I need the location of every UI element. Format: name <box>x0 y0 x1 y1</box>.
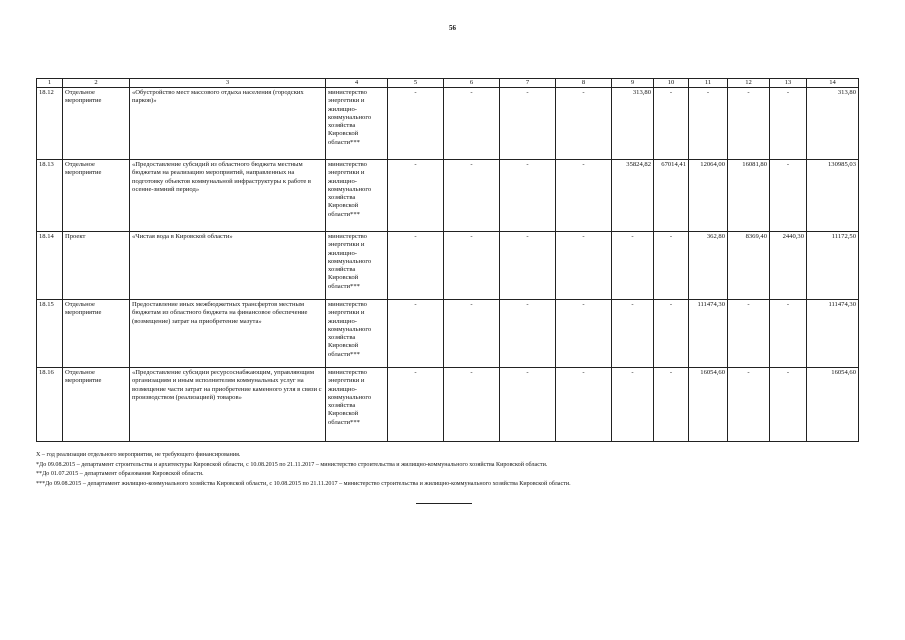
table-row <box>37 88 859 160</box>
value-cell: 16081,80 <box>728 160 770 232</box>
page-number: 56 <box>449 24 456 32</box>
column-number: 14 <box>807 79 859 88</box>
footnote: X – год реализации отдельного мероприятия, не требующего финансирования. <box>36 452 241 458</box>
value-cell: - <box>654 368 689 442</box>
footnote: **До 01.07.2015 – департамент образования Кировской области. <box>36 471 204 477</box>
value-cell: - <box>728 88 770 160</box>
table-row <box>37 300 859 368</box>
value-cell: 35824,82 <box>612 160 654 232</box>
value-cell: - <box>388 160 444 232</box>
value-cell: - <box>612 232 654 300</box>
value-cell: - <box>556 368 612 442</box>
value-cell: - <box>388 232 444 300</box>
value-cell: 16054,60 <box>689 368 728 442</box>
value-cell: - <box>612 368 654 442</box>
value-cell: - <box>770 300 807 368</box>
footnote: *До 09.08.2015 – департамент строительства и архитектуры Кировской области, с 10.08.2015 по 21.11.2017 – министерство строительства и жилищно-коммунального хозяйства Кировской области. <box>36 461 548 468</box>
row-number: 18.14 <box>37 232 63 300</box>
value-cell: - <box>500 232 556 300</box>
executor: министерство энергетики и жилищно-коммунального хозяйства Кировской области*** <box>326 88 388 160</box>
column-number: 10 <box>654 79 689 88</box>
value-cell: - <box>654 232 689 300</box>
row-type: Отдельное мероприятие <box>63 160 130 232</box>
value-cell: - <box>770 160 807 232</box>
row-number: 18.12 <box>37 88 63 160</box>
column-number: 7 <box>500 79 556 88</box>
value-cell: - <box>444 232 500 300</box>
column-number: 4 <box>326 79 388 88</box>
column-number: 9 <box>612 79 654 88</box>
activity-name: «Обустройство мест массового отдыха населения (городских парков)» <box>130 88 326 160</box>
total-cell: 16054,60 <box>807 368 859 442</box>
row-number: 18.16 <box>37 368 63 442</box>
column-number: 6 <box>444 79 500 88</box>
value-cell: 313,80 <box>612 88 654 160</box>
end-divider <box>416 503 472 504</box>
row-type: Отдельное мероприятие <box>63 300 130 368</box>
column-number: 1 <box>37 79 63 88</box>
column-number: 13 <box>770 79 807 88</box>
executor: министерство энергетики и жилищно-коммунального хозяйства Кировской области*** <box>326 232 388 300</box>
value-cell: - <box>388 368 444 442</box>
activity-name: «Предоставление субсидий из областного бюджета местным бюджетам на реализацию мероприятий, направленных на подготовку объектов коммунальной инфраструктуры к работе в осенне-зимний период» <box>130 160 326 232</box>
total-cell: 130985,03 <box>807 160 859 232</box>
column-number: 8 <box>556 79 612 88</box>
value-cell: - <box>444 160 500 232</box>
value-cell: 67014,41 <box>654 160 689 232</box>
column-number: 2 <box>63 79 130 88</box>
total-cell: 313,80 <box>807 88 859 160</box>
footnotes <box>36 451 876 489</box>
value-cell: - <box>612 300 654 368</box>
row-type: Проект <box>63 232 130 300</box>
activity-name: «Предоставление субсидии ресурсоснабжающим, управляющим организациям и иным исполнителям коммунальных услуг на возмещение части затрат на приобретение каменного угля в связи с производством (реализацией) товаров» <box>130 368 326 442</box>
total-cell: 11172,50 <box>807 232 859 300</box>
program-activities-table <box>36 78 859 442</box>
value-cell: 8369,40 <box>728 232 770 300</box>
value-cell: - <box>689 88 728 160</box>
value-cell: - <box>556 160 612 232</box>
value-cell: - <box>444 368 500 442</box>
activity-name: Предоставление иных межбюджетных трансфертов местным бюджетам из областного бюджета на финансовое обеспечение (возмещение) затрат на приобретение мазута» <box>130 300 326 368</box>
value-cell: - <box>444 88 500 160</box>
value-cell: 362,80 <box>689 232 728 300</box>
value-cell: - <box>444 300 500 368</box>
value-cell: - <box>556 88 612 160</box>
value-cell: - <box>654 300 689 368</box>
row-type: Отдельное мероприятие <box>63 88 130 160</box>
value-cell: - <box>770 368 807 442</box>
value-cell: - <box>388 88 444 160</box>
value-cell: - <box>654 88 689 160</box>
footnote: ***До 09.08.2015 – департамент жилищно-коммунального хозяйства Кировской области, с 10.08.2015 по 21.11.2017 – министерство строительства и жилищно-коммунального хозяйства Кировской области. <box>36 480 571 487</box>
value-cell: - <box>728 368 770 442</box>
row-type: Отдельное мероприятие <box>63 368 130 442</box>
total-cell: 111474,30 <box>807 300 859 368</box>
value-cell: - <box>556 232 612 300</box>
column-number: 3 <box>130 79 326 88</box>
activity-name: «Чистая вода в Кировской области» <box>130 232 326 300</box>
value-cell: 12064,00 <box>689 160 728 232</box>
value-cell: - <box>500 88 556 160</box>
value-cell: - <box>500 300 556 368</box>
value-cell: - <box>556 300 612 368</box>
row-number: 18.13 <box>37 160 63 232</box>
executor: министерство энергетики и жилищно-коммунального хозяйства Кировской области*** <box>326 160 388 232</box>
executor: министерство энергетики и жилищно-коммунального хозяйства Кировской области*** <box>326 368 388 442</box>
value-cell: - <box>388 300 444 368</box>
column-number-row <box>37 79 859 88</box>
column-number: 12 <box>728 79 770 88</box>
value-cell: 111474,30 <box>689 300 728 368</box>
value-cell: 2440,30 <box>770 232 807 300</box>
column-number: 11 <box>689 79 728 88</box>
column-number: 5 <box>388 79 444 88</box>
row-number: 18.15 <box>37 300 63 368</box>
value-cell: - <box>500 160 556 232</box>
table-row <box>37 368 859 442</box>
table-row <box>37 160 859 232</box>
table-row <box>37 232 859 300</box>
executor: министерство энергетики и жилищно-коммунального хозяйства Кировской области*** <box>326 300 388 368</box>
value-cell: - <box>500 368 556 442</box>
value-cell: - <box>770 88 807 160</box>
value-cell: - <box>728 300 770 368</box>
